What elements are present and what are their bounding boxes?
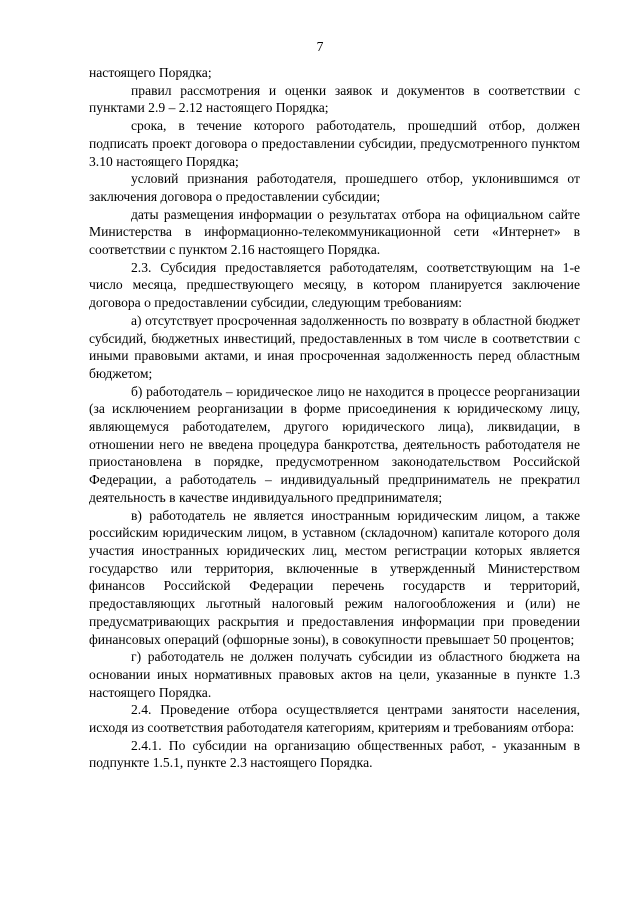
document-body [89,64,580,772]
paragraph: 2.4.1. По субсидии на организацию общественных работ, - указанным в подпункте 1.5.1, пункте 2.3 настоящего Порядка. [89,737,580,771]
paragraph: настоящего Порядка; [89,65,212,80]
paragraph: г) работодатель не должен получать субсидии из областного бюджета на основании иных нормативных правовых актов на цели, указанные в пункте 1.3 настоящего Порядка. [89,649,580,700]
paragraph: 2.3. Субсидия предоставляется работодателям, соответствующим на 1-е число месяца, предшествующего месяцу, в котором планируется заключение договора о предоставлении субсидии, следующим требованиям: [89,259,580,311]
paragraph: 2.4. Проведение отбора осуществляется центрами занятости населения, исходя из соответствия работодателя категориям, критериям и требованиям отбора: [89,702,580,736]
paragraph: в) работодатель не является иностранным юридическим лицом, а также российским юридическим лицом, в уставном (складочном) капитале которого доля участия иностранных юридических лиц, местом регистрации которых является государство или территория, включенные в утвержденный Министерством финансов Российской Федерации перечень государств и территорий, предоставляющих льготный налоговый режим налогообложения и (или) не предусматривающих раскрытия и предоставления информации при проведении финансовых операций (офшорные зоны), в совокупности превышает 50 процентов; [89,507,580,647]
paragraph: б) работодатель – юридическое лицо не находится в процессе реорганизации (за исключением реорганизации в форме присоединения к юридическому лицу, являющемуся работодателем, другого юридического лица), ликвидации, в отношении него не введена процедура банкротства, деятельность работодателя не приостановлена в порядке, предусмотренном законодательством Российской Федерации, а работодатель – индивидуальный предприниматель не прекратил деятельность в качестве индивидуального предпринимателя; [89,383,580,505]
paragraph: условий признания работодателя, прошедшего отбор, уклонившимся от заключения договора о предоставлении субсидии; [89,171,580,204]
paragraph: даты размещения информации о результатах отбора на официальном сайте Министерства в информационно-телекоммуникационной сети «Интернет» в соответствии с пунктом 2.16 настоящего Порядка. [89,206,580,258]
paragraph: срока, в течение которого работодатель, прошедший отбор, должен подписать проект договора о предоставлении субсидии, предусмотренного пунктом 3.10 настоящего Порядка; [89,118,580,169]
paragraph: а) отсутствует просроченная задолженность по возврату в областной бюджет субсидий, бюджетных инвестиций, предоставленных в том числе в соответствии с иными правовыми актами, и иная просроченная задолженность перед областным бюджетом; [89,312,580,381]
paragraph: правил рассмотрения и оценки заявок и документов в соответствии с пунктами 2.9 – 2.12 настоящего Порядка; [89,82,580,116]
page-number: 7 [316,39,324,54]
